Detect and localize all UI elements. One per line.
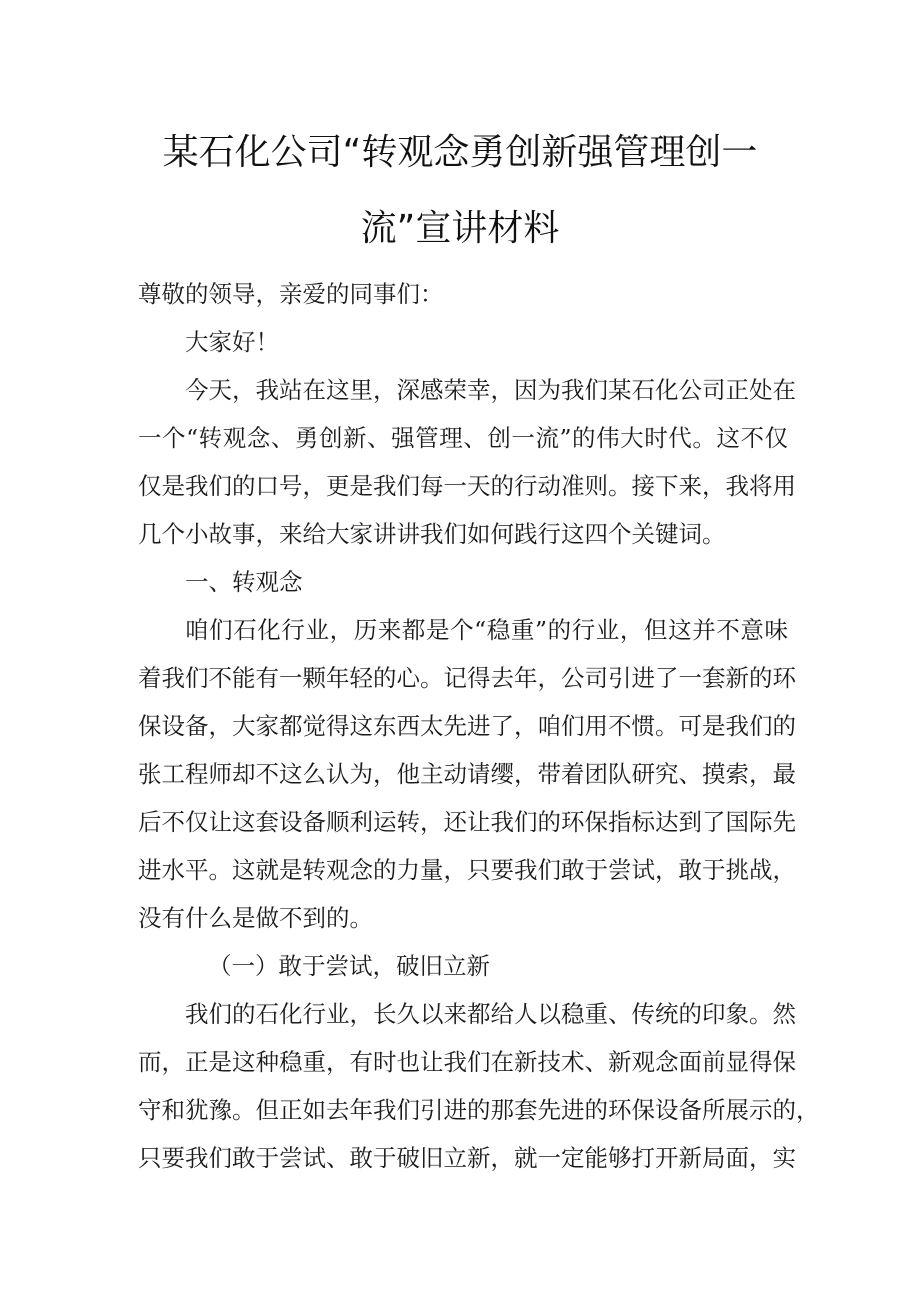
document-title-line-1: 某石化公司“转观念勇创新强管理创一	[162, 132, 758, 173]
subsection-paragraph-line: 守和犹豫。但正如去年我们引进的那套先进的环保设备所展示的，	[138, 1096, 820, 1124]
subsection-paragraph-line: 只要我们敢于尝试、敢于破旧立新，就一定能够打开新局面，实	[138, 1144, 796, 1172]
intro-line: 仅是我们的口号，更是我们每一天的行动准则。接下来，我将用	[138, 472, 796, 500]
greeting: 大家好！	[185, 328, 279, 356]
section-paragraph-line: 咱们石化行业，历来都是个“稳重”的行业，但这并不意味	[185, 616, 788, 644]
section-paragraph-line: 保设备，大家都觉得这东西太先进了，咱们用不惯。可是我们的	[138, 712, 796, 740]
section-paragraph-line: 没有什么是做不到的。	[138, 904, 373, 932]
section-paragraph-line: 着我们不能有一颗年轻的心。记得去年，公司引进了一套新的环	[138, 664, 796, 692]
section-paragraph-line: 后不仅让这套设备顺利运转，还让我们的环保指标达到了国际先	[138, 808, 796, 836]
document-body	[138, 270, 820, 1182]
section-paragraph-line: 进水平。这就是转观念的力量，只要我们敢于尝试，敢于挑战，	[138, 856, 796, 884]
salutation: 尊敬的领导，亲爱的同事们：	[138, 280, 444, 308]
subsection-paragraph-line: 而，正是这种稳重，有时也让我们在新技术、新观念面前显得保	[138, 1048, 796, 1076]
section-paragraph-line: 张工程师却不这么认为，他主动请缨，带着团队研究、摸索，最	[138, 760, 796, 788]
intro-line: 今天，我站在这里，深感荣幸，因为我们某石化公司正处在	[185, 376, 796, 404]
subsection-heading: （一）敢于尝试，破旧立新	[208, 952, 490, 980]
intro-line: 几个小故事，来给大家讲讲我们如何践行这四个关键词。	[138, 520, 726, 548]
document-title-line-2: 流”宣讲材料	[360, 208, 560, 249]
subsection-paragraph-line: 我们的石化行业，长久以来都给人以稳重、传统的印象。然	[185, 1000, 796, 1028]
section-heading: 一、转观念	[185, 568, 303, 596]
intro-line: 一个“转观念、勇创新、强管理、创一流”的伟大时代。这不仅	[138, 424, 788, 452]
